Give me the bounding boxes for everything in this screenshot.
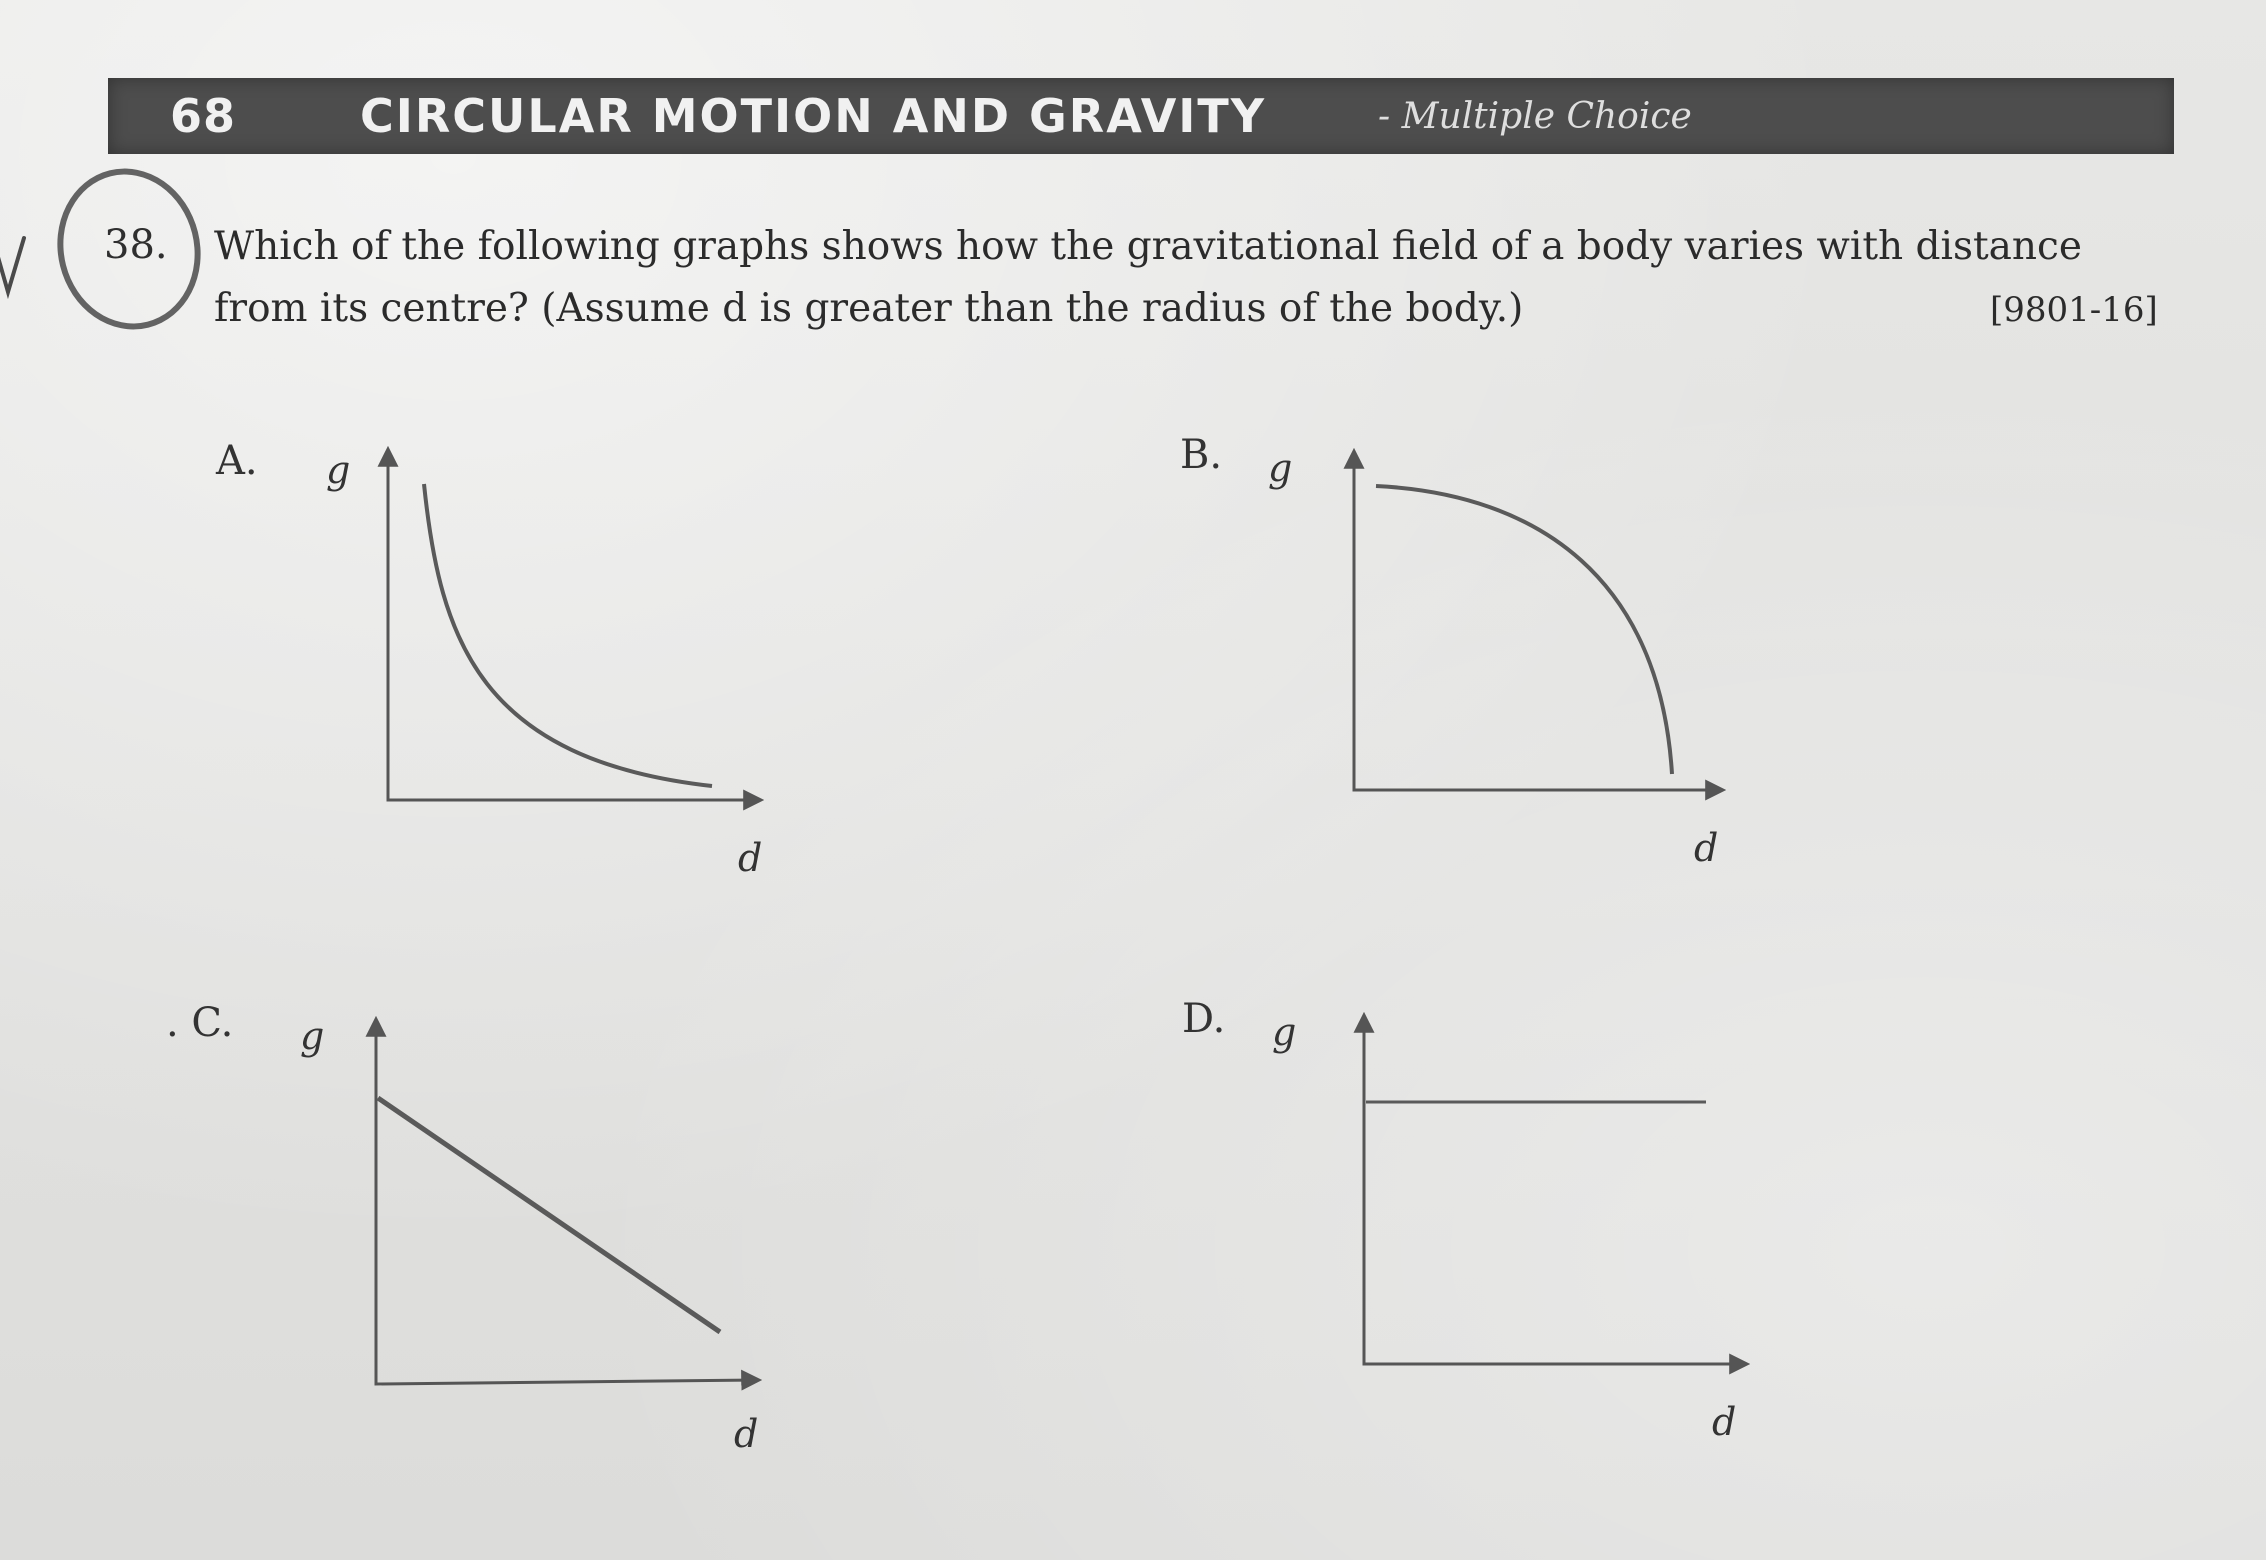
- option-c-y-axis-label: g: [300, 1014, 325, 1058]
- chapter-subtitle: - Multiple Choice: [1378, 95, 1692, 137]
- chapter-title: CIRCULAR MOTION AND GRAVITY: [360, 89, 1267, 143]
- option-d-label[interactable]: D.: [1182, 996, 1226, 1042]
- question-reference: [9801-16]: [1990, 290, 2158, 330]
- graph-c[interactable]: [376, 1020, 758, 1384]
- graph-b[interactable]: [1354, 452, 1722, 790]
- graph-d[interactable]: [1364, 1016, 1746, 1364]
- graph-d-axes: [1364, 1016, 1746, 1364]
- option-b-label[interactable]: B.: [1180, 432, 1223, 478]
- graph-c-axes: [376, 1020, 758, 1384]
- graph-a[interactable]: [388, 450, 760, 800]
- option-c-x-axis-label: d: [734, 1412, 759, 1456]
- graph-a-curve: [424, 484, 712, 786]
- question-text-line-2: from its centre? (Assume d is greater than the radius of the body.): [214, 286, 1524, 331]
- option-a-label[interactable]: A.: [216, 438, 258, 484]
- graph-b-curve: [1376, 486, 1672, 774]
- option-c-label[interactable]: . C.: [166, 1000, 234, 1046]
- option-d-y-axis-label: g: [1272, 1010, 1297, 1054]
- option-d-x-axis-label: d: [1712, 1400, 1737, 1444]
- question-number: 38.: [104, 222, 168, 268]
- graph-a-axes: [388, 450, 760, 800]
- option-a-x-axis-label: d: [738, 836, 763, 880]
- question-text-line-1: Which of the following graphs shows how the gravitational field of a body varies with distance: [214, 224, 2082, 269]
- option-b-y-axis-label: g: [1268, 446, 1293, 490]
- option-a-y-axis-label: g: [326, 448, 351, 492]
- graph-c-line: [378, 1098, 720, 1332]
- option-b-x-axis-label: d: [1694, 826, 1719, 870]
- page-number: 68: [170, 89, 237, 143]
